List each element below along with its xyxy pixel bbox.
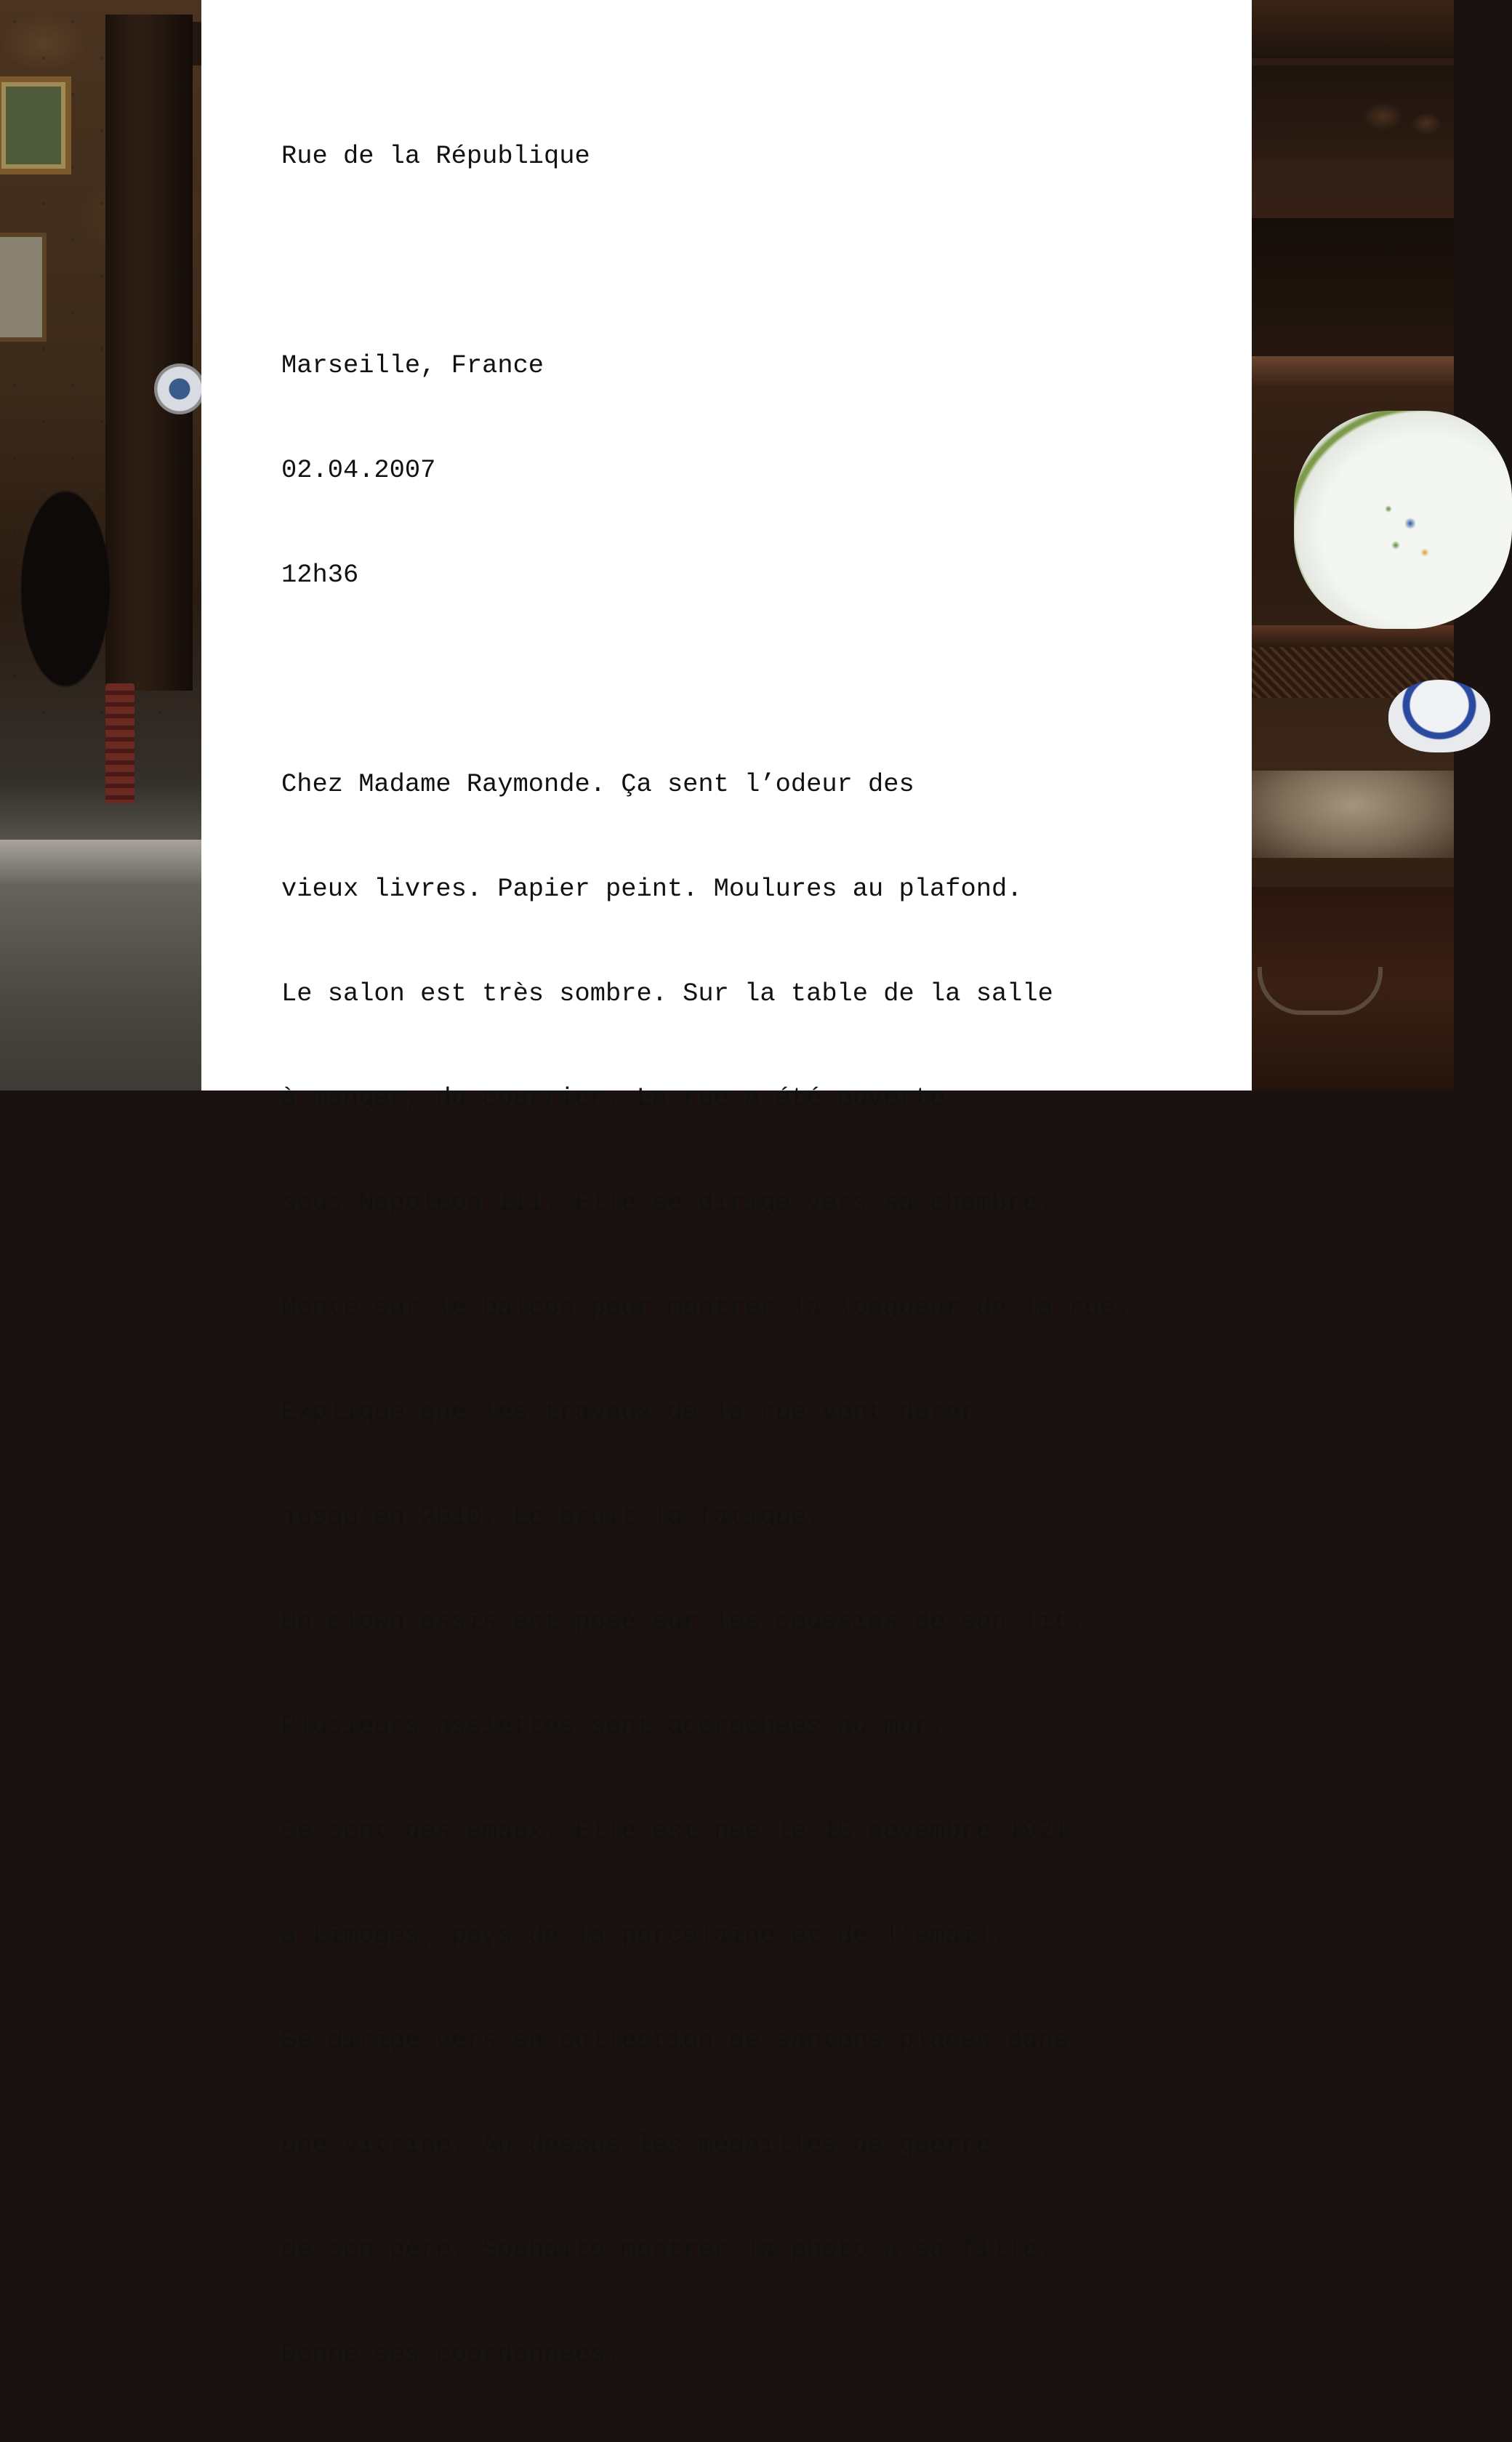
body-line: Ce sont des émaux. Elle est née le 15 novembre 1921 [281, 1817, 1069, 1846]
body-line: Un clown assis est posé sur les coussins de son lit. [281, 1607, 1085, 1636]
body-line: à manger, du courrier. La rue a été ouverte [281, 1084, 946, 1113]
body-line: Explique que les travaux de la rue vont durer [281, 1398, 976, 1427]
paper-page [201, 0, 1252, 2369]
typed-note [281, 69, 1241, 2442]
framed-picture [0, 76, 71, 174]
blank-line [281, 244, 1241, 278]
body-line: Se dirige vers sa collection de santons placés dans [281, 2026, 1069, 2055]
body-line: Le salon est très sombre. Sur la table de la salle [281, 979, 1053, 1008]
blank-line [281, 662, 1241, 697]
cabinet-shelf [1252, 356, 1454, 385]
left-interior-photo [0, 0, 201, 1091]
body-line: de son père. Souhaite montrer la photo à sa fille. [281, 2236, 1053, 2265]
body-line: Monte sur le balcon pour montrer la longueur de la rue. [281, 1293, 1131, 1322]
body-line: vieux livres. Papier peint. Moulures au plafond. [281, 875, 1023, 904]
body-line: Plusieurs assiettes sont accrochées au mur. [281, 1712, 946, 1741]
body-line: une vitrine. Au dessus les médailles de guerre [281, 2131, 992, 2160]
framed-picture-small [0, 233, 47, 342]
decorative-plate [154, 364, 205, 414]
floral-motif [1367, 480, 1454, 582]
note-title: Rue de la République [281, 142, 590, 171]
blue-rimmed-bowl [1388, 680, 1490, 752]
body-line: jusqu’en 2010. Le bruit la fatigue. [281, 1503, 822, 1532]
marble-mantel [0, 840, 201, 883]
body-line: Donne ses coordonnées. [281, 2340, 622, 2369]
carved-vase [105, 683, 134, 803]
lace-doily [1252, 771, 1454, 858]
note-place: Marseille, France [281, 351, 544, 380]
body-line: à Limoges, pays de la porcelaine et de l’émail. [281, 1921, 1008, 1951]
cabinet-cornice [1252, 0, 1454, 58]
cabinet-carving [1252, 65, 1454, 160]
cabinet-niche [1252, 218, 1454, 356]
body-line: Chez Madame Raymonde. Ça sent l’odeur des [281, 770, 914, 799]
note-time: 12h36 [281, 561, 359, 590]
body-line: sous Napoléon III. Elle se dirige vers sa chambre. [281, 1189, 1053, 1218]
note-date: 02.04.2007 [281, 456, 436, 485]
cabinet-shelf [1252, 625, 1454, 647]
